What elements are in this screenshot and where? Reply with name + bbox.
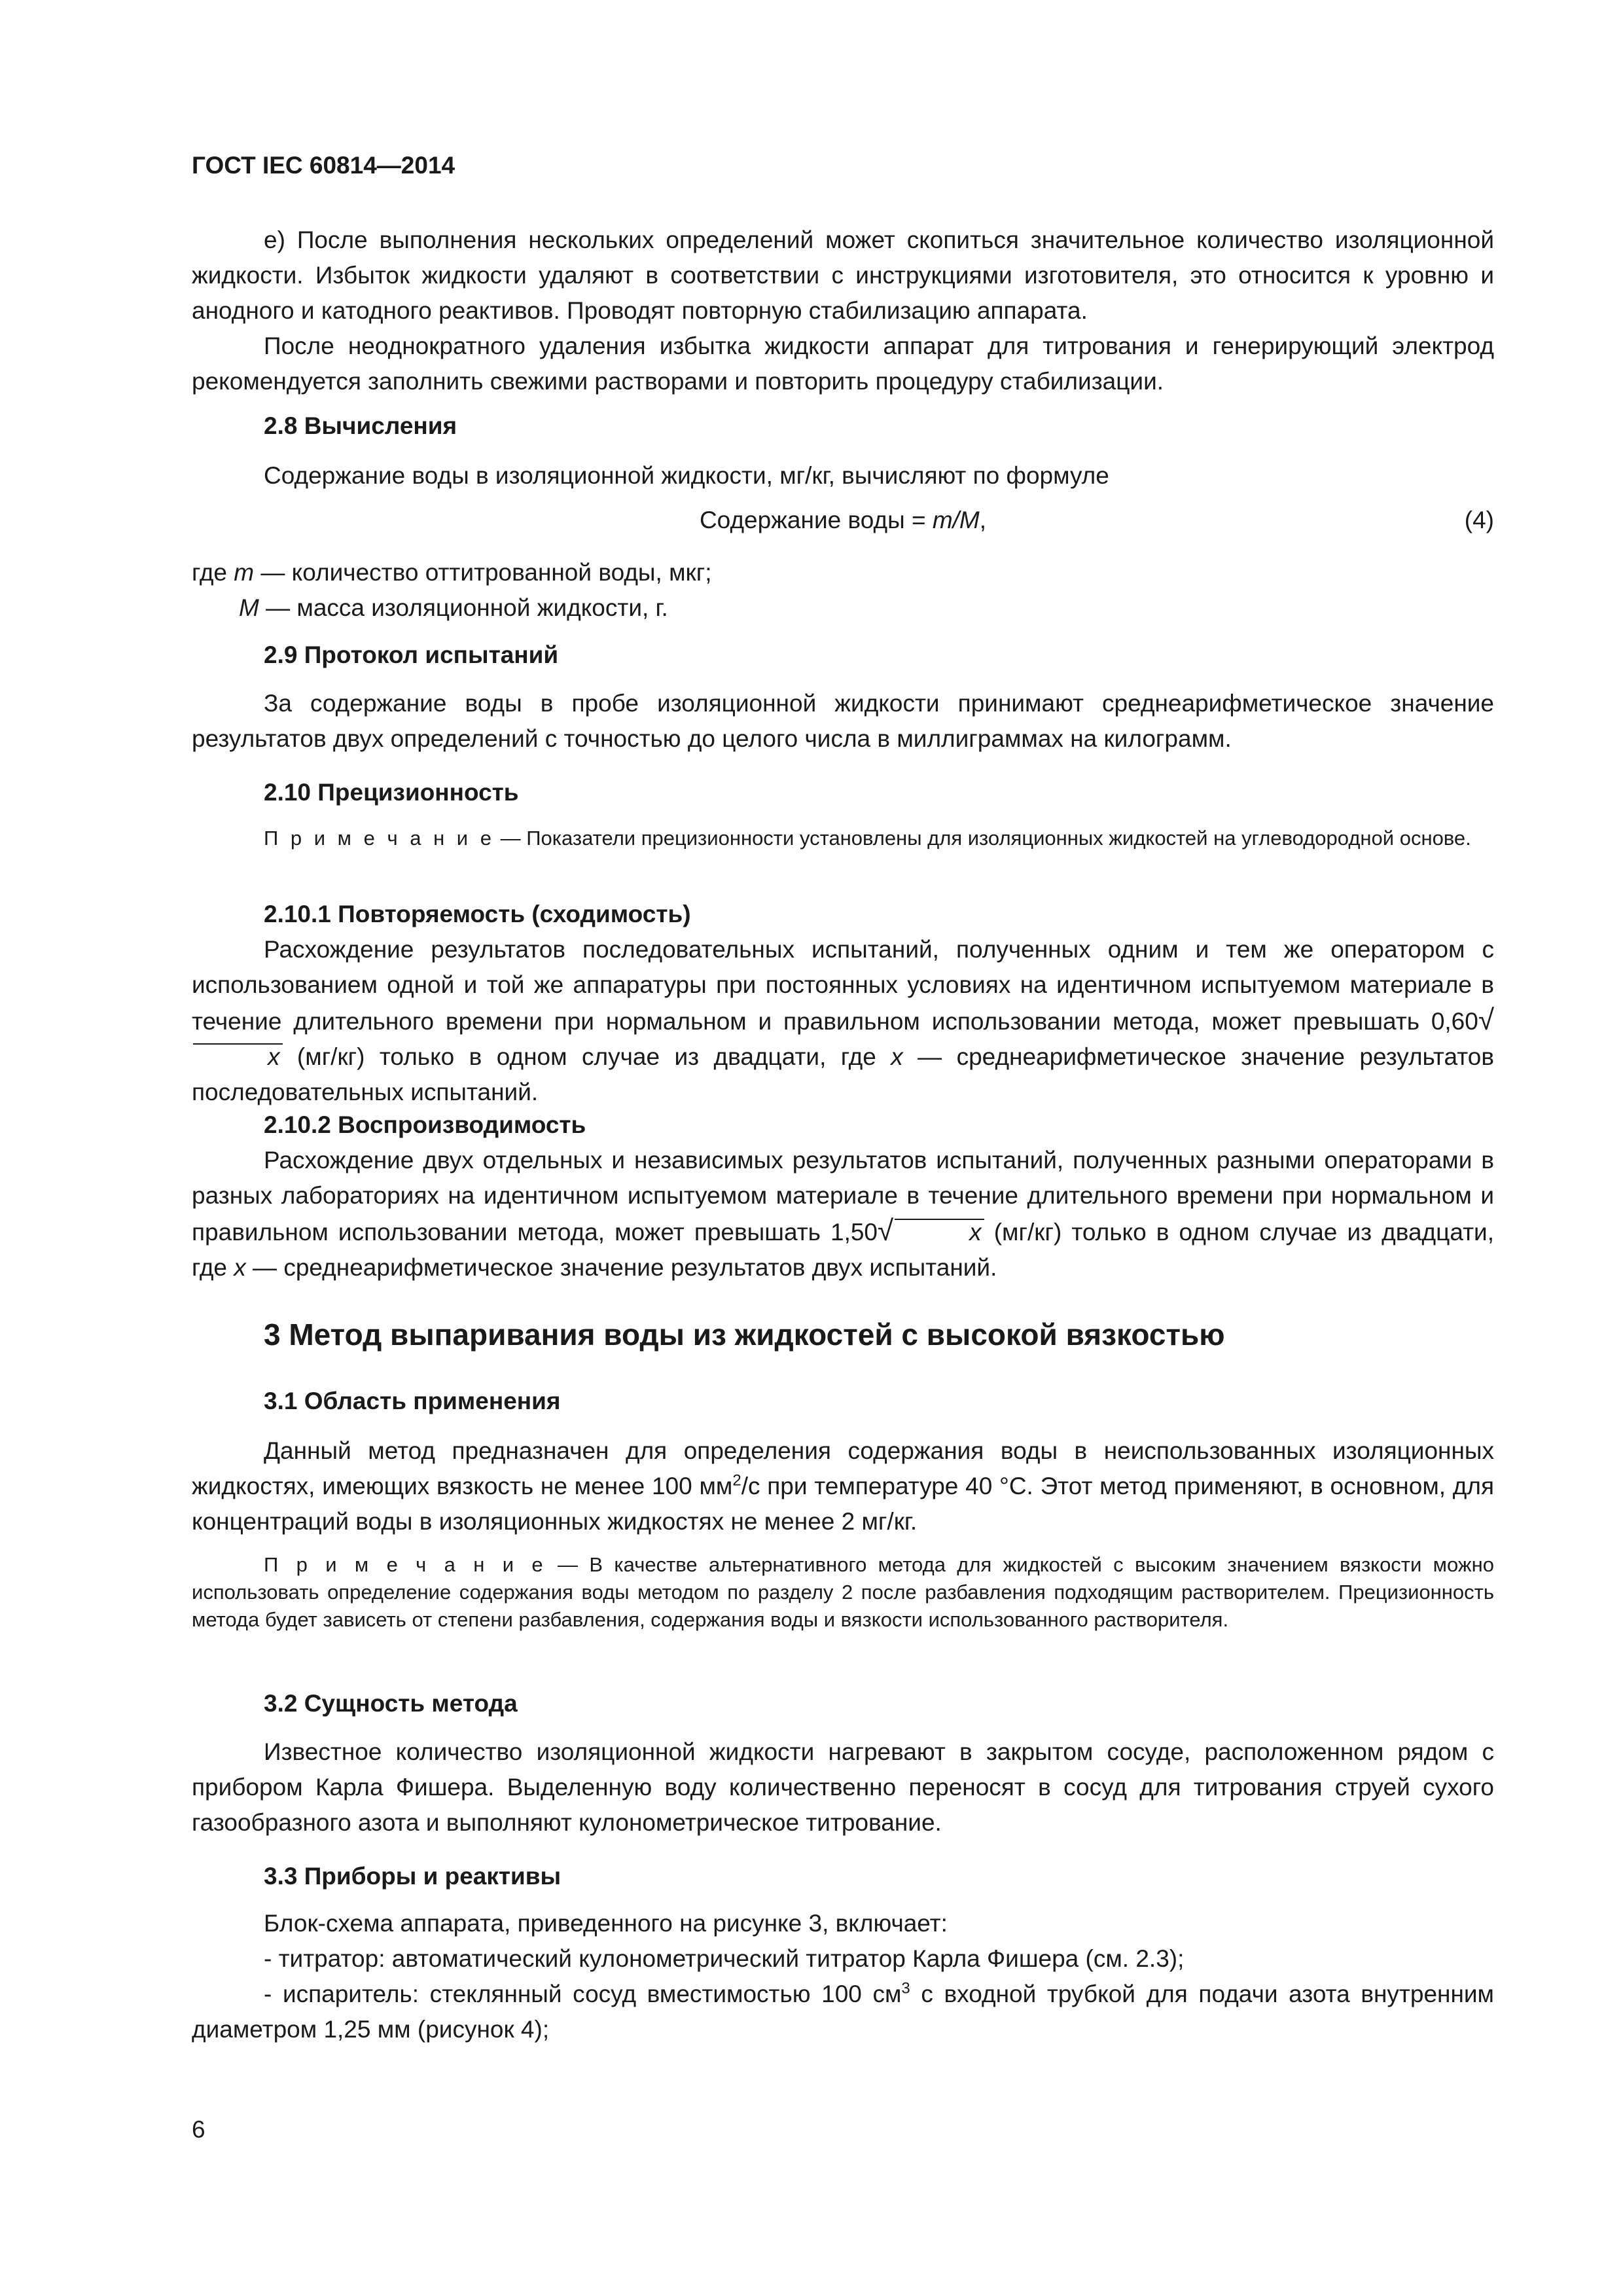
sup-3: 3: [901, 1979, 910, 1998]
note-2-10-text: — Показатели прецизионности установлены для изоляционных жидкостей на углеводородной основе.: [494, 827, 1471, 850]
paragraph-3-3-1: Блок-схема аппарата, приведенного на рисунке 3, включает:: [264, 1910, 948, 1937]
formula-4: [192, 503, 1494, 539]
section-2-10-2: [192, 1107, 1494, 1285]
p-2-10-2-b: (мг/кг) только в одном случае из двадцати, где: [192, 1219, 1494, 1281]
sqrt-arg: x: [193, 1043, 283, 1069]
paragraph-2-8: Содержание воды в изоляционной жидкости, мг/кг, вычисляют по формуле: [264, 462, 1109, 489]
page-number: 6: [192, 2116, 205, 2143]
section-3-1-body: [192, 1433, 1494, 1539]
legend-M: [192, 590, 1494, 626]
section-3-2: [192, 1686, 1494, 1721]
heading-2-8: 2.8 Вычисления: [264, 412, 457, 439]
section-2-9: [192, 637, 1494, 673]
section-2-10: [192, 775, 1494, 810]
paragraph-3-1: [192, 1433, 1494, 1539]
paragraph-3-3-3: [192, 1977, 1494, 2047]
p-2-10-1-c: — среднеарифметическое значение результатов последовательных испытаний.: [192, 1043, 1494, 1105]
paragraph-3-3-2: - титратор: автоматический кулонометрический титратор Карла Фишера (см. 2.3);: [264, 1945, 1185, 1972]
section-3-3-body: [192, 1906, 1494, 2047]
p-3-3-3-b: с входной трубкой для подачи азота внутренним диаметром 1,25 мм (рисунок 4);: [192, 1981, 1494, 2043]
note-3-1-block: [192, 1551, 1494, 1634]
section-3: [192, 1317, 1494, 1352]
formula-expr: m/M: [932, 507, 980, 533]
sup-2: 2: [732, 1471, 741, 1490]
p-3-1-b: /с при температуре 40 °С. Этот метод применяют, в основном, для концентраций воды в изоляционных жидкостях не менее 2 мг/кг.: [192, 1473, 1494, 1535]
paragraph-3-2: Известное количество изоляционной жидкости нагревают в закрытом сосуде, расположенном рядом с прибором Карла Фишера. Выделенную воду количественно переносят в сосуд для титрования струей сухого газообразного азота и выполняют кулонометрическое титрование.: [192, 1738, 1494, 1836]
p-2-10-2-c: — среднеарифметическое значение результатов двух испытаний.: [245, 1254, 997, 1281]
p-2-10-2-a: Расхождение двух отдельных и независимых результатов испытаний, полученных разными операторами в разных лабораториях на идентичном испытуемом материале в течение длительного времени при нормальном и правильном использовании метода, может превышать 1,50: [192, 1147, 1494, 1246]
paragraph-2-9: За содержание воды в пробе изоляционной жидкости принимают среднеарифметическое значение результатов двух определений с точностью до целого числа в миллиграммах на килограмм.: [192, 690, 1494, 752]
section-2-8: [192, 408, 1494, 444]
section-2-8-body: [192, 458, 1494, 493]
paragraph-2-10-2: [192, 1143, 1494, 1285]
legend-m-symbol: m: [234, 559, 255, 586]
legend-where: где: [192, 559, 234, 586]
section-3-2-body: [192, 1734, 1494, 1840]
note-label: П р и м е ч а н и е: [264, 827, 495, 850]
document-header: ГОСТ IEC 60814—2014: [192, 152, 455, 179]
legend-m: [192, 555, 1494, 590]
legend-M-text: — масса изоляционной жидкости, г.: [259, 594, 668, 621]
note-3-1: [192, 1551, 1494, 1634]
note-label: П р и м е ч а н и е: [264, 1553, 546, 1576]
heading-2-10: 2.10 Прецизионность: [264, 779, 519, 806]
heading-2-10-2: 2.10.2 Воспроизводимость: [264, 1111, 586, 1138]
p-2-10-1-b: (мг/кг) только в одном случае из двадцати, где: [282, 1043, 891, 1070]
legend-M-symbol: M: [239, 594, 259, 621]
heading-3-3: 3.3 Приборы и реактивы: [264, 1863, 562, 1890]
note-2-10: [192, 825, 1494, 852]
formula-legend: [192, 555, 1494, 626]
section-3-1: [192, 1384, 1494, 1419]
paragraph-2-10-1: [192, 932, 1494, 1110]
x-symbol: x: [234, 1254, 246, 1281]
p-2-10-1-a: Расхождение результатов последовательных испытаний, полученных одним и тем же оператором с использованием одной и той же аппаратуры при постоянных условиях на идентичном испытуемом материале в течение длительного времени при нормальном и правильном использовании метода, может превышать 0,60: [192, 936, 1494, 1035]
formula-number: (4): [1464, 507, 1494, 533]
heading-3-2: 3.2 Сущность метода: [264, 1690, 518, 1717]
paragraph-e-1: е) После выполнения нескольких определений может скопиться значительное количество изоляционной жидкости. Избыток жидкости удаляют в соответствии с инструкциями изготовителя, это относится к уровню и анодного и катодного реактивов. Проводят повторную стабилизацию аппарата.: [192, 226, 1494, 324]
legend-m-text: — количество оттитрованной воды, мкг;: [254, 559, 712, 586]
section-3-3: [192, 1859, 1494, 1894]
formula-comma: ,: [979, 507, 987, 533]
heading-3: 3 Метод выпаривания воды из жидкостей с высокой вязкостью: [264, 1318, 1225, 1352]
paragraph-e-2: После неоднократного удаления избытка жидкости аппарат для титрования и генерирующий электрод рекомендуется заполнить свежими растворами и повторить процедуру стабилизации.: [192, 332, 1494, 395]
sqrt-arg: x: [895, 1219, 984, 1245]
heading-2-10-1: 2.10.1 Повторяемость (сходимость): [264, 901, 691, 927]
section-2-7-e: [192, 223, 1494, 399]
p-3-3-3-a: - испаритель: стеклянный сосуд вместимостью 100 см: [264, 1981, 902, 2007]
section-2-10-1: [192, 897, 1494, 1110]
sqrt-icon: √: [878, 1215, 894, 1247]
formula-body: [192, 503, 1494, 538]
note-2-10-block: [192, 825, 1494, 852]
heading-3-1: 3.1 Область применения: [264, 1388, 561, 1414]
p-3-1-a: Данный метод предназначен для определения содержания воды в неиспользованных изоляционных жидкостях, имеющих вязкость не менее 100 мм: [192, 1437, 1494, 1499]
heading-2-9: 2.9 Протокол испытаний: [264, 641, 559, 668]
note-3-1-text: — В качестве альтернативного метода для жидкостей с высоким значением вязкости можно использовать определение содержания воды методом по разделу 2 после разбавления подходящим растворителем. Прецизионность метода будет зависеть от степени разбавления, содержания воды и вязкости использованного растворителя.: [192, 1553, 1494, 1631]
sqrt-icon: √: [1478, 1004, 1494, 1036]
x-symbol: x: [891, 1043, 903, 1070]
section-2-9-body: [192, 686, 1494, 757]
formula-text: Содержание воды =: [699, 507, 933, 533]
